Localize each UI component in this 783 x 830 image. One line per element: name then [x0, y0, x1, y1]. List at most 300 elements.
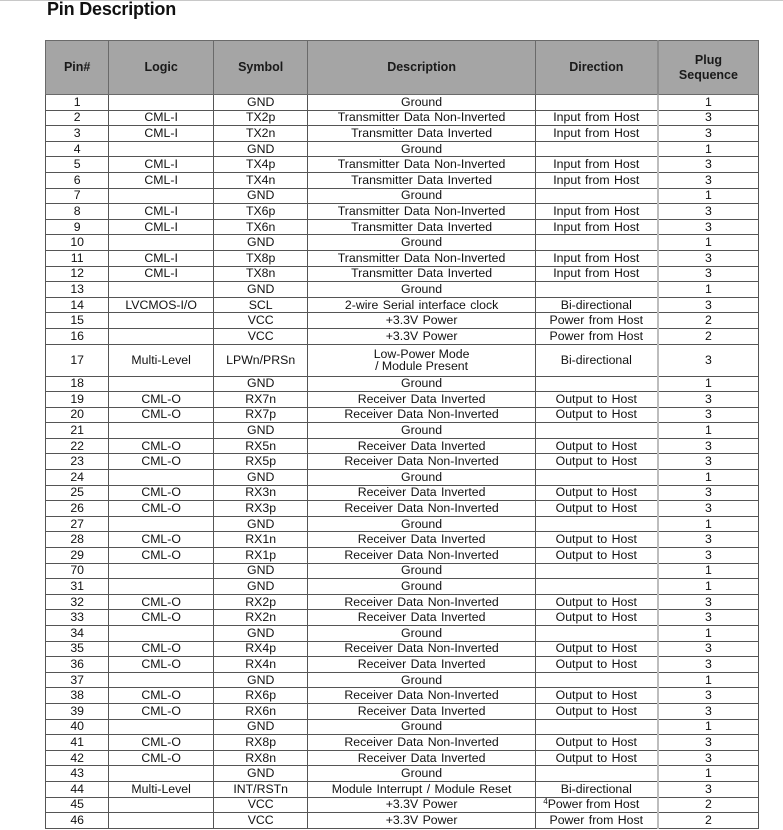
cell-pin: 31: [46, 579, 109, 595]
cell-symbol: RX1p: [213, 548, 308, 564]
table-row: [46, 392, 759, 408]
cell-pin: 43: [46, 766, 109, 782]
cell-description: Receiver Data Non-Inverted: [308, 548, 535, 564]
cell-pin: 26: [46, 501, 109, 517]
cell-direction: Input from Host: [535, 204, 658, 220]
cell-direction: Input from Host: [535, 157, 658, 173]
cell-description: Receiver Data Non-Inverted: [308, 641, 535, 657]
cell-plug-sequence: 3: [658, 407, 759, 423]
cell-logic: CML-O: [109, 703, 214, 719]
cell-pin: 34: [46, 626, 109, 642]
cell-pin: 10: [46, 235, 109, 251]
cell-logic: CML-O: [109, 485, 214, 501]
cell-pin: 11: [46, 250, 109, 266]
cell-pin: 24: [46, 470, 109, 486]
cell-symbol: RX5p: [213, 454, 308, 470]
table-row: [46, 813, 759, 829]
cell-direction: Power from Host: [535, 328, 658, 344]
cell-plug-sequence: 3: [658, 641, 759, 657]
cell-description: Ground: [308, 579, 535, 595]
cell-direction: [535, 95, 658, 111]
cell-symbol: GND: [213, 188, 308, 204]
cell-logic: CML-I: [109, 110, 214, 126]
cell-plug-sequence: 3: [658, 250, 759, 266]
cell-plug-sequence: 2: [658, 813, 759, 829]
cell-description: Receiver Data Inverted: [308, 532, 535, 548]
cell-symbol: VCC: [213, 328, 308, 344]
cell-description: [308, 344, 535, 376]
cell-direction: [535, 626, 658, 642]
cell-pin: 41: [46, 735, 109, 751]
cell-logic: [109, 141, 214, 157]
cell-direction: Power from Host: [535, 313, 658, 329]
cell-plug-sequence: 1: [658, 282, 759, 298]
cell-logic: [109, 328, 214, 344]
header-symbol: Symbol: [213, 41, 308, 95]
cell-symbol: RX6n: [213, 703, 308, 719]
cell-symbol: RX6p: [213, 688, 308, 704]
table-row: [46, 766, 759, 782]
cell-logic: [109, 579, 214, 595]
cell-plug-sequence: 3: [658, 703, 759, 719]
table-row: [46, 485, 759, 501]
cell-logic: CML-I: [109, 219, 214, 235]
cell-plug-sequence: 1: [658, 235, 759, 251]
table-row: [46, 470, 759, 486]
cell-description: Receiver Data Non-Inverted: [308, 594, 535, 610]
cell-plug-sequence: 1: [658, 423, 759, 439]
cell-logic: CML-I: [109, 172, 214, 188]
table-row: [46, 750, 759, 766]
cell-symbol: GND: [213, 376, 308, 392]
cell-description: Receiver Data Non-Inverted: [308, 688, 535, 704]
cell-logic: [109, 313, 214, 329]
cell-symbol: RX7n: [213, 392, 308, 408]
cell-plug-sequence: 2: [658, 797, 759, 813]
cell-description: Ground: [308, 376, 535, 392]
cell-logic: [109, 813, 214, 829]
cell-direction: [535, 516, 658, 532]
cell-symbol: VCC: [213, 313, 308, 329]
table-row: [46, 548, 759, 564]
cell-logic: Multi-Level: [109, 781, 214, 797]
table-row: [46, 141, 759, 157]
cell-description: Transmitter Data Non-Inverted: [308, 110, 535, 126]
cell-direction: Input from Host: [535, 250, 658, 266]
cell-plug-sequence: 1: [658, 188, 759, 204]
cell-symbol: GND: [213, 141, 308, 157]
cell-plug-sequence: 3: [658, 110, 759, 126]
cell-logic: CML-O: [109, 688, 214, 704]
cell-plug-sequence: 3: [658, 501, 759, 517]
table-row: [46, 313, 759, 329]
cell-direction: [535, 563, 658, 579]
cell-pin: 13: [46, 282, 109, 298]
cell-pin: 35: [46, 641, 109, 657]
cell-direction: Input from Host: [535, 219, 658, 235]
table-row: [46, 781, 759, 797]
cell-symbol: RX7p: [213, 407, 308, 423]
table-row: [46, 376, 759, 392]
cell-pin: 45: [46, 797, 109, 813]
cell-direction: Output to Host: [535, 501, 658, 517]
cell-symbol: GND: [213, 672, 308, 688]
header-description: Description: [308, 41, 535, 95]
cell-symbol: GND: [213, 95, 308, 111]
cell-description: Transmitter Data Inverted: [308, 266, 535, 282]
cell-description: Ground: [308, 672, 535, 688]
cell-plug-sequence: 3: [658, 157, 759, 173]
header-plug-line1: Plug: [694, 52, 722, 67]
cell-pin: 15: [46, 313, 109, 329]
cell-logic: CML-O: [109, 407, 214, 423]
cell-symbol: TX2n: [213, 126, 308, 142]
table-row: [46, 735, 759, 751]
cell-direction: Output to Host: [535, 485, 658, 501]
table-row: [46, 172, 759, 188]
cell-pin: 18: [46, 376, 109, 392]
cell-plug-sequence: 3: [658, 204, 759, 220]
cell-direction: Output to Host: [535, 532, 658, 548]
table-row: [46, 657, 759, 673]
cell-pin: 70: [46, 563, 109, 579]
cell-pin: 28: [46, 532, 109, 548]
header-plug-sequence: [658, 41, 759, 95]
cell-logic: CML-O: [109, 438, 214, 454]
cell-direction: Output to Host: [535, 657, 658, 673]
cell-plug-sequence: 2: [658, 313, 759, 329]
cell-symbol: VCC: [213, 813, 308, 829]
cell-description: Ground: [308, 141, 535, 157]
cell-description: Receiver Data Inverted: [308, 703, 535, 719]
cell-description: Ground: [308, 719, 535, 735]
table-row: [46, 626, 759, 642]
cell-direction: Output to Host: [535, 735, 658, 751]
cell-pin: 46: [46, 813, 109, 829]
cell-direction: [535, 766, 658, 782]
table-row: [46, 641, 759, 657]
table-row: [46, 563, 759, 579]
cell-plug-sequence: 3: [658, 735, 759, 751]
cell-symbol: RX3p: [213, 501, 308, 517]
cell-description: Receiver Data Inverted: [308, 657, 535, 673]
cell-pin: 23: [46, 454, 109, 470]
cell-pin: 6: [46, 172, 109, 188]
cell-logic: [109, 282, 214, 298]
table-row: [46, 297, 759, 313]
header-logic: Logic: [109, 41, 214, 95]
cell-direction: [535, 423, 658, 439]
table-row: [46, 219, 759, 235]
cell-pin: 4: [46, 141, 109, 157]
table-body: [46, 95, 759, 829]
cell-description: Receiver Data Inverted: [308, 610, 535, 626]
cell-logic: CML-O: [109, 657, 214, 673]
cell-symbol: TX4n: [213, 172, 308, 188]
header-pin: Pin#: [46, 41, 109, 95]
footnote-marker: 4: [543, 797, 548, 807]
cell-direction: Input from Host: [535, 172, 658, 188]
cell-plug-sequence: 3: [658, 266, 759, 282]
cell-direction: Power from Host: [535, 813, 658, 829]
cell-description: Transmitter Data Non-Inverted: [308, 204, 535, 220]
cell-plug-sequence: 1: [658, 141, 759, 157]
cell-plug-sequence: 3: [658, 594, 759, 610]
cell-logic: [109, 516, 214, 532]
cell-symbol: GND: [213, 282, 308, 298]
cell-logic: [109, 766, 214, 782]
table-header-row: [46, 41, 759, 95]
cell-plug-sequence: 3: [658, 219, 759, 235]
cell-direction: Output to Host: [535, 407, 658, 423]
cell-logic: CML-O: [109, 735, 214, 751]
table-row: [46, 703, 759, 719]
cell-logic: [109, 376, 214, 392]
cell-plug-sequence: 2: [658, 328, 759, 344]
cell-description: Module Interrupt / Module Reset: [308, 781, 535, 797]
cell-description: Receiver Data Inverted: [308, 750, 535, 766]
cell-direction: Output to Host: [535, 454, 658, 470]
cell-direction: [535, 282, 658, 298]
table-row: [46, 423, 759, 439]
table-row: [46, 126, 759, 142]
cell-symbol: TX6p: [213, 204, 308, 220]
cell-plug-sequence: 3: [658, 688, 759, 704]
cell-logic: [109, 423, 214, 439]
cell-direction: [535, 376, 658, 392]
cell-logic: [109, 563, 214, 579]
cell-description: Ground: [308, 516, 535, 532]
cell-pin: 29: [46, 548, 109, 564]
cell-pin: 16: [46, 328, 109, 344]
cell-direction: Bi-directional: [535, 297, 658, 313]
cell-description: Receiver Data Inverted: [308, 438, 535, 454]
cell-direction: Output to Host: [535, 438, 658, 454]
cell-symbol: GND: [213, 766, 308, 782]
cell-description: Ground: [308, 188, 535, 204]
cell-direction: Output to Host: [535, 688, 658, 704]
cell-pin: 38: [46, 688, 109, 704]
cell-symbol: TX4p: [213, 157, 308, 173]
cell-symbol: GND: [213, 719, 308, 735]
cell-symbol: GND: [213, 516, 308, 532]
cell-logic: CML-O: [109, 548, 214, 564]
cell-description: Transmitter Data Non-Inverted: [308, 250, 535, 266]
cell-description: 2-wire Serial interface clock: [308, 297, 535, 313]
cell-symbol: TX8n: [213, 266, 308, 282]
cell-pin: 1: [46, 95, 109, 111]
cell-direction: Output to Host: [535, 548, 658, 564]
cell-logic: Multi-Level: [109, 344, 214, 376]
cell-logic: CML-O: [109, 501, 214, 517]
cell-plug-sequence: 1: [658, 563, 759, 579]
cell-direction: Input from Host: [535, 266, 658, 282]
cell-logic: [109, 95, 214, 111]
cell-description: Receiver Data Non-Inverted: [308, 735, 535, 751]
cell-description: +3.3V Power: [308, 328, 535, 344]
cell-description: Transmitter Data Non-Inverted: [308, 157, 535, 173]
cell-plug-sequence: 3: [658, 532, 759, 548]
cell-plug-sequence: 3: [658, 657, 759, 673]
cell-plug-sequence: 3: [658, 344, 759, 376]
cell-logic: CML-I: [109, 204, 214, 220]
cell-pin: 3: [46, 126, 109, 142]
table-row: [46, 501, 759, 517]
cell-logic: [109, 626, 214, 642]
cell-pin: 20: [46, 407, 109, 423]
cell-pin: 39: [46, 703, 109, 719]
cell-plug-sequence: 3: [658, 548, 759, 564]
cell-description: Ground: [308, 235, 535, 251]
cell-pin: 9: [46, 219, 109, 235]
cell-pin: 32: [46, 594, 109, 610]
cell-logic: CML-O: [109, 750, 214, 766]
table-row: [46, 516, 759, 532]
cell-description: +3.3V Power: [308, 813, 535, 829]
cell-direction: Output to Host: [535, 594, 658, 610]
cell-plug-sequence: 3: [658, 438, 759, 454]
cell-description: Ground: [308, 626, 535, 642]
cell-pin: 12: [46, 266, 109, 282]
cell-description: +3.3V Power: [308, 313, 535, 329]
table-row: [46, 407, 759, 423]
cell-direction: Bi-directional: [535, 344, 658, 376]
cell-logic: [109, 719, 214, 735]
cell-description: Receiver Data Non-Inverted: [308, 407, 535, 423]
header-direction: Direction: [535, 41, 658, 95]
cell-symbol: VCC: [213, 797, 308, 813]
cell-pin: 5: [46, 157, 109, 173]
cell-symbol: RX1n: [213, 532, 308, 548]
cell-direction: [535, 719, 658, 735]
cell-pin: 17: [46, 344, 109, 376]
cell-symbol: GND: [213, 235, 308, 251]
cell-description: Transmitter Data Inverted: [308, 172, 535, 188]
cell-plug-sequence: 1: [658, 672, 759, 688]
cell-direction: [535, 797, 658, 813]
cell-symbol: GND: [213, 563, 308, 579]
cell-pin: 8: [46, 204, 109, 220]
cell-plug-sequence: 1: [658, 376, 759, 392]
table-row: [46, 250, 759, 266]
cell-symbol: LPWn/PRSn: [213, 344, 308, 376]
cell-plug-sequence: 3: [658, 454, 759, 470]
cell-direction: [535, 141, 658, 157]
cell-logic: CML-O: [109, 454, 214, 470]
cell-logic: CML-O: [109, 594, 214, 610]
cell-symbol: RX2p: [213, 594, 308, 610]
cell-plug-sequence: 1: [658, 719, 759, 735]
table-row: [46, 454, 759, 470]
cell-description: Ground: [308, 470, 535, 486]
cell-pin: 36: [46, 657, 109, 673]
table-row: [46, 438, 759, 454]
cell-logic: [109, 470, 214, 486]
cell-pin: 33: [46, 610, 109, 626]
cell-symbol: RX4n: [213, 657, 308, 673]
table-row: [46, 110, 759, 126]
cell-direction: Output to Host: [535, 641, 658, 657]
cell-symbol: TX8p: [213, 250, 308, 266]
cell-logic: CML-I: [109, 126, 214, 142]
cell-symbol: TX2p: [213, 110, 308, 126]
table-row: [46, 579, 759, 595]
table-row: [46, 328, 759, 344]
cell-symbol: GND: [213, 470, 308, 486]
cell-pin: 44: [46, 781, 109, 797]
table-row: [46, 95, 759, 111]
cell-plug-sequence: 3: [658, 750, 759, 766]
cell-plug-sequence: 1: [658, 626, 759, 642]
cell-symbol: SCL: [213, 297, 308, 313]
cell-plug-sequence: 1: [658, 579, 759, 595]
table-row: [46, 797, 759, 813]
cell-symbol: TX6n: [213, 219, 308, 235]
cell-logic: [109, 235, 214, 251]
description-line1: Low-Power Mode: [373, 347, 470, 361]
cell-description: Receiver Data Non-Inverted: [308, 501, 535, 517]
cell-direction: [535, 188, 658, 204]
cell-plug-sequence: 3: [658, 297, 759, 313]
cell-logic: CML-O: [109, 641, 214, 657]
table-row: [46, 188, 759, 204]
cell-symbol: RX2n: [213, 610, 308, 626]
cell-symbol: RX8p: [213, 735, 308, 751]
table-row: [46, 235, 759, 251]
description-line2: / Module Present: [375, 359, 469, 373]
cell-symbol: GND: [213, 579, 308, 595]
cell-logic: [109, 188, 214, 204]
table-row: [46, 532, 759, 548]
cell-description: Receiver Data Non-Inverted: [308, 454, 535, 470]
cell-description: Ground: [308, 423, 535, 439]
cell-plug-sequence: 3: [658, 126, 759, 142]
pin-description-table: [45, 40, 759, 829]
cell-symbol: RX4p: [213, 641, 308, 657]
cell-pin: 14: [46, 297, 109, 313]
cell-pin: 27: [46, 516, 109, 532]
cell-plug-sequence: 1: [658, 766, 759, 782]
cell-pin: 37: [46, 672, 109, 688]
header-plug-line2: Sequence: [678, 67, 738, 82]
direction-text: Power from Host: [547, 797, 640, 812]
cell-pin: 25: [46, 485, 109, 501]
cell-direction: Input from Host: [535, 110, 658, 126]
cell-description: Transmitter Data Inverted: [308, 126, 535, 142]
cell-description: Ground: [308, 563, 535, 579]
cell-direction: Output to Host: [535, 610, 658, 626]
cell-logic: CML-I: [109, 250, 214, 266]
cell-direction: [535, 579, 658, 595]
cell-pin: 7: [46, 188, 109, 204]
cell-direction: [535, 470, 658, 486]
cell-description: Ground: [308, 95, 535, 111]
table-row: [46, 594, 759, 610]
cell-description: Receiver Data Inverted: [308, 485, 535, 501]
cell-plug-sequence: 3: [658, 392, 759, 408]
cell-logic: CML-O: [109, 532, 214, 548]
cell-direction: Output to Host: [535, 703, 658, 719]
cell-plug-sequence: 1: [658, 470, 759, 486]
cell-logic: CML-O: [109, 610, 214, 626]
cell-direction: [535, 672, 658, 688]
table-row: [46, 157, 759, 173]
cell-symbol: RX8n: [213, 750, 308, 766]
cell-direction: Bi-directional: [535, 781, 658, 797]
table-row: [46, 282, 759, 298]
cell-plug-sequence: 3: [658, 172, 759, 188]
table-row: [46, 344, 759, 376]
